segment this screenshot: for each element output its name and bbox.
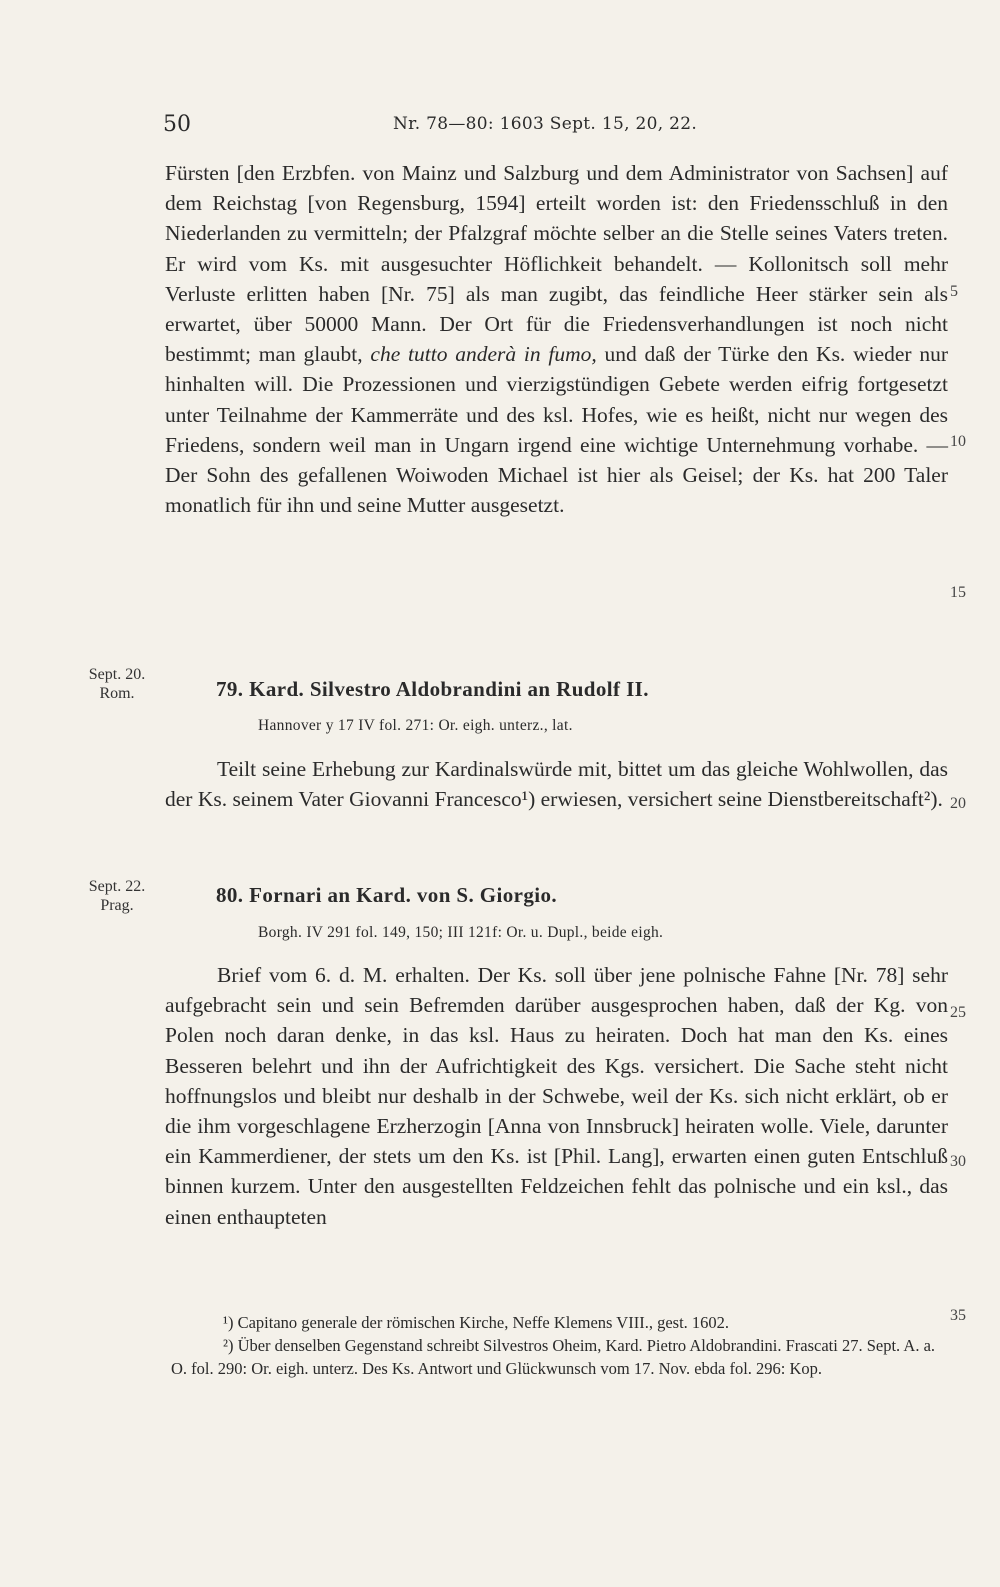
line-number: 10 [950,433,966,450]
document-body-80 [165,960,948,1232]
paragraph: Brief vom 6. d. M. erhalten. Der Ks. soll über jene polnische Fahne [Nr. 78] sehr aufgebracht sein und sein Befremden darüber ausgesprochen haben, daß der Kg. von Polen noch daran denke, in das ksl. Haus zu heiraten. Doch hat man den Ks. eines Besseren belehrt und ihn der Aufrichtigkeit des Kgs. versichert. Die Sache steht nicht hoffnungslos und bleibt nur deshalb in der Schwebe, weil der Ks. sich nicht erklärt, ob er die ihm vorgeschlagene Erzherzogin [Anna von Innsbruck] heiraten wolle. Viele, darunter ein Kammerdiener, der stets um den Ks. ist [Phil. Lang], erwarten einen guten Entschluß binnen kurzem. Unter den ausgestellten Feldzeichen fehlt das polnische und ein ksl., das einen enthaupteten [165,963,948,1229]
italic-quote: che tutto anderà in fumo, [370,342,597,367]
footnote-2: ²) Über denselben Gegenstand schreibt Silvestros Oheim, Kard. Pietro Aldobrandini. Frascati 27. Sept. A. a. O. fol. 290: Or. eigh. unterz. Des Ks. Antwort und Glückwunsch vom 17. Nov. ebda fol. 296: Kop. [171,1336,936,1378]
document-heading-80: 80. Fornari an Kard. von S. Giorgio. [216,883,558,907]
margin-date: Sept. 20. [88,666,146,683]
footnote-1: ¹) Capitano generale der römischen Kirche, Neffe Klemens VIII., gest. 1602. [223,1313,730,1332]
line-number: 30 [950,1153,966,1170]
line-number: 35 [950,1307,966,1324]
paragraph: Teilt seine Erhebung zur Kardinalswürde mit, bittet um das gleiche Wohlwollen, das der Ks. seinem Vater Giovanni Francesco¹) erwiesen, versichert seine Dienstbereitschaft²). [165,757,948,812]
text-segment: und daß der Türke den Ks. wieder nur hinhalten will. Die Prozessionen und vierzigstündigen Gebete werden eifrig fortgesetzt unter Teilnahme der Kammerräte und des ksl. Hofes, wie es heißt, nicht nur wegen des Friedens, sondern weil man in Ungarn irgend eine wichtige Unternehmung vorhabe. — Der Sohn des gefallenen Woiwoden Michael ist hier als Geisel; der Ks. hat 200 Taler monatlich für ihn und seine Mutter ausgesetzt. [165,342,948,518]
line-number: 15 [950,584,966,601]
text-segment: Fürsten [den Erzbfen. von Mainz und Salzburg und dem Administrator von Sachsen] auf dem Reichstag [von Regensburg, 1594] erteilt worden ist: den Friedensschluß in den Niederlanden zu vermitteln; der Pfalzgraf möchte selber an die Stelle seines Vaters treten. Er wird vom Ks. mit ausgesuchter Höflichkeit behandelt. — Kollonitsch soll mehr Verluste erlitten haben [Nr. 75] als man zugibt, das feindliche Heer stärker sein als erwartet, über 50000 Mann. Der Ort für die Friedensverhandlungen ist noch nicht bestimmt; man glaubt, [165,161,948,367]
document-body-79 [165,754,948,814]
running-title: Nr. 78—80: 1603 Sept. 15, 20, 22. [393,114,698,134]
paragraph [165,158,948,520]
continued-text-block [165,158,948,520]
margin-place: Prag. [100,897,134,914]
margin-place: Rom. [99,685,135,702]
line-number: 20 [950,795,966,812]
footnotes [171,1311,941,1380]
source-citation-79: Hannover y 17 IV fol. 271: Or. eigh. unterz., lat. [258,717,573,734]
margin-note-80 [72,877,162,915]
margin-note-79 [72,665,162,703]
document-heading-79: 79. Kard. Silvestro Aldobrandini an Rudolf II. [216,677,649,701]
page-number: 50 [163,112,191,137]
line-number: 25 [950,1004,966,1021]
margin-date: Sept. 22. [88,878,146,895]
line-number: 5 [950,283,958,300]
source-citation-80: Borgh. IV 291 fol. 149, 150; III 121f: Or. u. Dupl., beide eigh. [258,924,664,941]
